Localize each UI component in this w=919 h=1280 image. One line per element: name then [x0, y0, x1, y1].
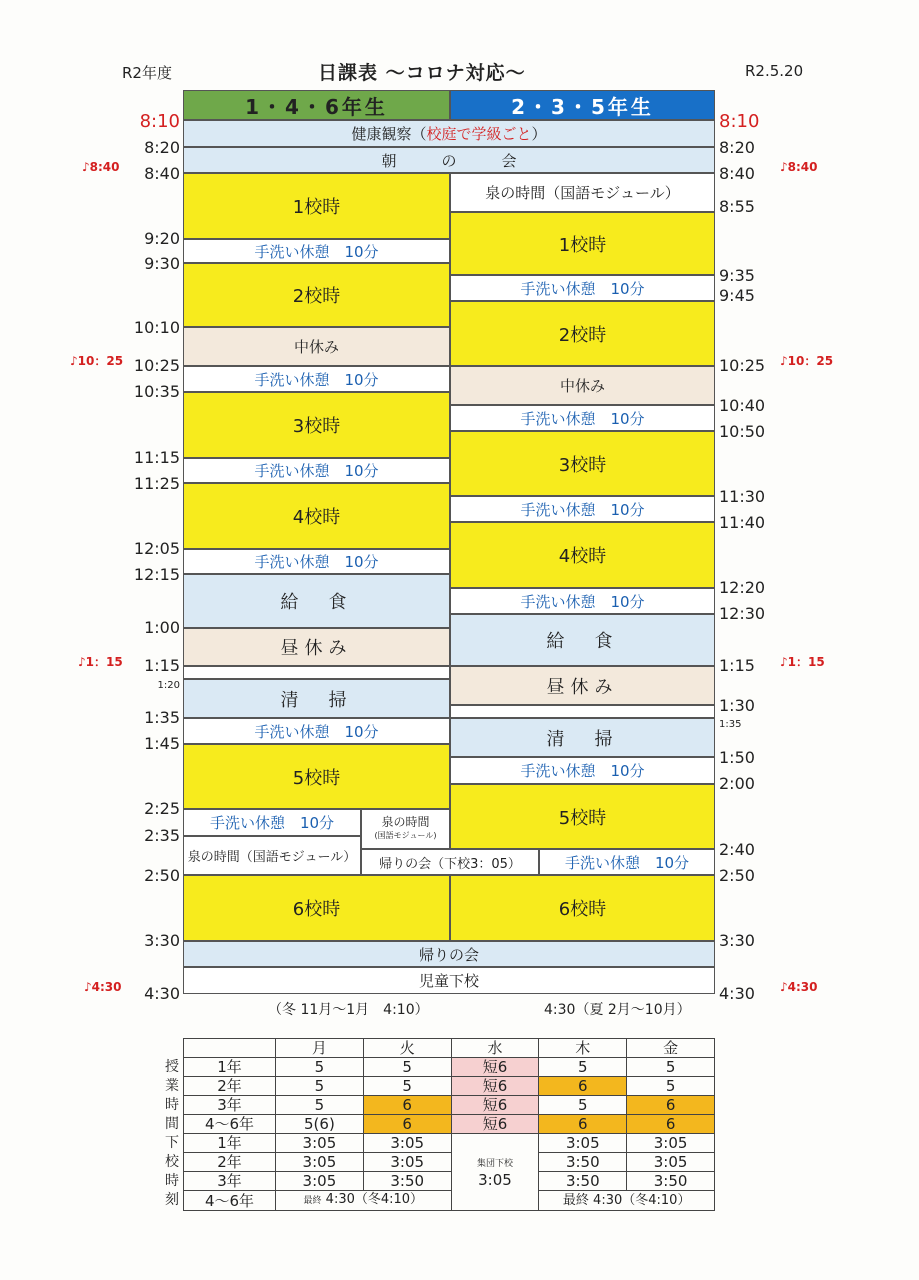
- b-cleaning: 清 掃: [450, 718, 715, 757]
- a-break-1: 手洗い休憩 10分: [183, 239, 450, 263]
- time-left: 1:20: [157, 680, 180, 691]
- time-left: 12:15: [133, 565, 180, 584]
- time-right: 9:45: [719, 286, 755, 305]
- summer-note: 4:30（夏 2月～10月）: [544, 1002, 691, 1018]
- time-left: 10:35: [133, 382, 180, 401]
- time-left: 2:25: [144, 799, 180, 818]
- b-period-3: 3校時: [450, 431, 715, 496]
- time-left: 1:00: [144, 618, 180, 637]
- group-b-header: 2・3・5年生: [450, 90, 715, 120]
- table-row: 1年 3:05 3:05 集団下校 3:05 3:05 3:05: [184, 1134, 715, 1153]
- time-right: 8:40: [719, 164, 755, 183]
- b-break-1: 手洗い休憩 10分: [450, 275, 715, 301]
- table-row: 月 火 水 木 金: [184, 1039, 715, 1058]
- bell-left-115: ♪1：15: [78, 655, 123, 669]
- dismissal: 児童下校: [183, 967, 715, 994]
- time-right: 11:40: [719, 513, 766, 532]
- time-left: 11:25: [133, 474, 180, 493]
- label-hours: 授 業 時 間: [165, 1059, 179, 1132]
- table-row: 2年 5 5 短6 6 5: [184, 1077, 715, 1096]
- time-right: 8:20: [719, 138, 755, 157]
- table-row: 4～6年 最終 4:30（冬4:10） 最終 4:30（冬4:10）: [184, 1191, 715, 1211]
- bell-left-840: ♪8:40: [82, 160, 120, 174]
- a-cleaning: 清 掃: [183, 679, 450, 718]
- time-right: 1:30: [719, 696, 755, 715]
- time-right: 1:15: [719, 656, 755, 675]
- b-period-2: 2校時: [450, 301, 715, 366]
- a-mid-recess: 中休み: [183, 327, 450, 366]
- time-right: 10:25: [719, 356, 766, 375]
- a-period-2: 2校時: [183, 263, 450, 327]
- time-right: 9:35: [719, 266, 755, 285]
- bell-right-430: ♪4:30: [780, 980, 818, 994]
- time-left: 2:50: [144, 866, 180, 885]
- a-gap: [183, 666, 450, 679]
- table-row: 4～6年 5(6) 6 短6 6 6: [184, 1115, 715, 1134]
- b-break-2: 手洗い休憩 10分: [450, 405, 715, 431]
- a-period-3: 3校時: [183, 392, 450, 458]
- label-dismissal: 下 校 時 刻: [165, 1135, 179, 1208]
- a-izumi-small: 泉の時間 (国語モジュール): [361, 809, 450, 849]
- a-period-1: 1校時: [183, 173, 450, 239]
- morning-assembly: 朝 の 会: [183, 147, 715, 173]
- time-right: 4:30: [719, 984, 755, 1003]
- time-left: 9:20: [144, 229, 180, 248]
- group-a-header: 1・4・6年生: [183, 90, 450, 120]
- time-left: 4:30: [144, 984, 180, 1003]
- a-period-6: 6校時: [183, 875, 450, 941]
- b-period-1: 1校時: [450, 212, 715, 275]
- a-lunch-recess: 昼休み: [183, 628, 450, 666]
- a-break-6: 手洗い休憩 10分: [183, 809, 361, 836]
- time-left: 3:30: [144, 931, 180, 950]
- b-period-4: 4校時: [450, 522, 715, 588]
- time-left: 11:15: [133, 448, 180, 467]
- a-break-4: 手洗い休憩 10分: [183, 549, 450, 574]
- a-break-2: 手洗い休憩 10分: [183, 366, 450, 392]
- b-lunch-recess: 昼休み: [450, 666, 715, 705]
- a-period-5: 5校時: [183, 744, 450, 809]
- bell-right-115: ♪1：15: [780, 655, 825, 669]
- bell-left-430: ♪4:30: [84, 980, 122, 994]
- time-right: 10:40: [719, 396, 766, 415]
- b-period-5: 5校時: [450, 784, 715, 849]
- bell-left-1025: ♪10：25: [70, 354, 124, 368]
- time-right: 2:40: [719, 840, 755, 859]
- school-year: R2年度: [122, 64, 172, 82]
- table-row: 3年 5 6 短6 5 6: [184, 1096, 715, 1115]
- bell-right-840: ♪8:40: [780, 160, 818, 174]
- time-right: 8:10: [719, 111, 760, 132]
- a-period-4: 4校時: [183, 483, 450, 549]
- time-right: 1:35: [719, 719, 742, 730]
- homeroom-end: 帰りの会: [183, 941, 715, 967]
- a-break-3: 手洗い休憩 10分: [183, 458, 450, 483]
- time-left: 1:35: [144, 708, 180, 727]
- page-title: 日課表 ～コロナ対応～: [318, 62, 526, 84]
- a-izumi: 泉の時間（国語モジュール）: [183, 836, 361, 875]
- b-break-4: 手洗い休憩 10分: [450, 588, 715, 614]
- b-lunch: 給 食: [450, 614, 715, 666]
- time-left: 8:10: [139, 111, 180, 132]
- time-right: 1:50: [719, 748, 755, 767]
- time-left: 12:05: [133, 539, 180, 558]
- time-left: 1:15: [144, 656, 180, 675]
- time-right: 12:30: [719, 604, 766, 623]
- table-row: 1年 5 5 短6 5 5: [184, 1058, 715, 1077]
- time-right: 3:30: [719, 931, 755, 950]
- table-row: 2年 3:05 3:05 3:50 3:05: [184, 1153, 715, 1172]
- b-break-3: 手洗い休憩 10分: [450, 496, 715, 522]
- weekly-summary-table: [183, 1038, 715, 1211]
- time-left: 8:40: [144, 164, 180, 183]
- winter-note: （冬 11月～1月 4:10）: [268, 1002, 429, 1018]
- table-row: 3年 3:05 3:50 3:50 3:50: [184, 1172, 715, 1191]
- time-left: 2:35: [144, 826, 180, 845]
- a-homeroom-end: 帰りの会（下校3：05）: [361, 849, 539, 875]
- a-break-5: 手洗い休憩 10分: [183, 718, 450, 744]
- b-izumi: 泉の時間（国語モジュール）: [450, 173, 715, 212]
- time-right: 10:50: [719, 422, 766, 441]
- b-break-5: 手洗い休憩 10分: [450, 757, 715, 784]
- time-left: 10:10: [133, 318, 180, 337]
- time-left: 8:20: [144, 138, 180, 157]
- b-gap: [450, 705, 715, 718]
- health-check: 健康観察（ 校庭で学級ごと ）: [183, 120, 715, 147]
- a-lunch: 給 食: [183, 574, 450, 628]
- time-right: 8:55: [719, 197, 755, 216]
- time-right: 2:00: [719, 774, 755, 793]
- b-period-6: 6校時: [450, 875, 715, 941]
- time-left: 9:30: [144, 254, 180, 273]
- time-left: 10:25: [133, 356, 180, 375]
- time-right: 11:30: [719, 487, 766, 506]
- time-right: 12:20: [719, 578, 766, 597]
- time-right: 2:50: [719, 866, 755, 885]
- revision-date: R2.5.20: [745, 62, 804, 80]
- b-break-6: 手洗い休憩 10分: [539, 849, 715, 875]
- bell-right-1025: ♪10：25: [780, 354, 834, 368]
- b-mid-recess: 中休み: [450, 366, 715, 405]
- time-left: 1:45: [144, 734, 180, 753]
